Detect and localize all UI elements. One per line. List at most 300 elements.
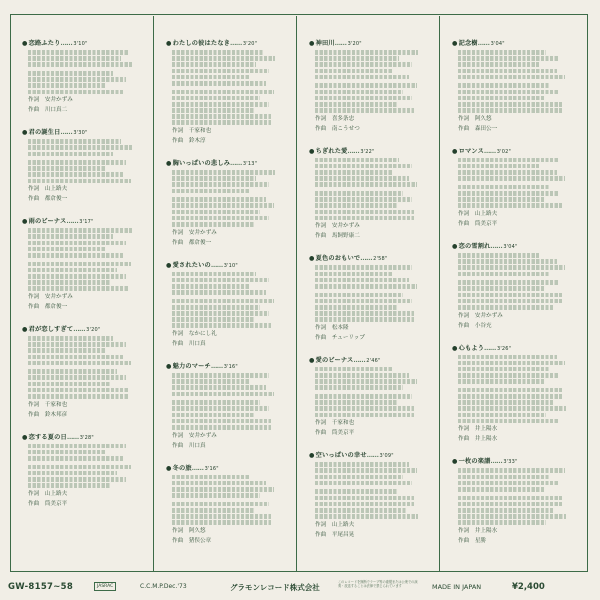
lyric-line <box>28 477 126 482</box>
leader-dots: …… <box>353 356 366 364</box>
lyric-line <box>458 170 557 175</box>
lyric-line <box>458 191 559 196</box>
lyric-line <box>458 102 562 107</box>
lyric-line <box>28 172 123 177</box>
lyric-line <box>172 75 249 80</box>
credit-role: 作曲 <box>315 334 327 341</box>
song-block <box>452 146 582 228</box>
lyric-line <box>458 496 562 501</box>
leader-dots: …… <box>366 452 379 460</box>
leader-dots: …… <box>66 218 79 226</box>
lyric-line <box>458 413 546 418</box>
song-duration: 3'20" <box>242 41 258 47</box>
lyric-line <box>172 419 271 424</box>
credit-role: 作詞 <box>28 293 40 300</box>
lyric-line <box>172 481 266 486</box>
lyric-line <box>172 299 274 304</box>
catalog-number: GW-8157~58 <box>8 582 74 592</box>
song-credit <box>315 232 433 240</box>
song-credit <box>172 127 290 135</box>
bullet-icon: ● <box>22 129 28 137</box>
song-title-text: 恋路ふたり <box>28 40 61 47</box>
leader-dots: …… <box>210 363 223 371</box>
song-title <box>166 38 290 47</box>
lyric-line <box>28 234 113 239</box>
lyric-line <box>172 317 254 322</box>
lyric-line <box>458 96 544 101</box>
song-block <box>452 343 582 444</box>
song-title-text: 魅力のマーチ <box>172 363 211 371</box>
lyric-line <box>28 145 132 150</box>
lyric-line <box>315 90 403 95</box>
song-credit <box>315 222 433 230</box>
lyric-line <box>458 367 550 372</box>
song-credit <box>28 500 147 508</box>
lyric-line <box>315 317 414 322</box>
credit-role: 作曲 <box>28 411 40 418</box>
bullet-icon: ● <box>309 255 315 263</box>
lyric-line <box>172 170 275 175</box>
lyric-line <box>458 185 550 190</box>
leader-dots: …… <box>490 243 503 250</box>
credit-name: 鈴木邦彦 <box>44 411 68 418</box>
record-label: グラモンレコード株式会社 <box>230 583 320 592</box>
credit-name: 小谷充 <box>474 322 492 329</box>
song-credit <box>315 324 433 332</box>
lyric-line <box>28 152 113 157</box>
lyric-line <box>458 379 544 384</box>
credit-name: 山上路夫 <box>44 490 68 497</box>
song-title <box>22 127 147 136</box>
lyric-line <box>172 290 266 295</box>
footer <box>0 574 600 600</box>
lyric-line <box>172 400 260 405</box>
bullet-icon: ● <box>452 147 458 155</box>
lyric-line <box>458 286 544 291</box>
lyric-line <box>458 475 550 480</box>
song-credit <box>172 432 290 440</box>
lyric-line <box>315 278 409 283</box>
bullet-icon: ● <box>166 40 172 47</box>
lyric-line <box>172 508 254 513</box>
song-duration: 3'30" <box>73 130 88 137</box>
lyric-line <box>458 164 539 169</box>
leader-dots: …… <box>60 40 73 47</box>
song-title-text: 一枚の楽譜 <box>458 458 491 466</box>
credit-name: 安井かずみ <box>44 97 73 104</box>
lyric-line <box>458 355 557 360</box>
credit-name: 都倉俊一 <box>188 239 212 246</box>
credit-role: 作曲 <box>315 531 327 538</box>
lyric-line <box>28 375 126 380</box>
song-title-text: ロマンス <box>458 147 484 155</box>
lyric-line <box>28 456 123 461</box>
song-credit <box>458 115 582 123</box>
lyric-line <box>28 286 128 291</box>
credit-role: 作詞 <box>172 432 184 439</box>
song-title-text: 愛のビーナス <box>315 356 354 364</box>
lyric-line <box>172 305 260 310</box>
lyric-line <box>172 373 269 378</box>
lyric-line <box>172 176 256 181</box>
lyric-line <box>315 203 397 208</box>
bullet-icon: ● <box>452 40 458 47</box>
lyric-line <box>315 158 399 163</box>
leader-dots: …… <box>484 344 496 352</box>
lyric-line <box>28 241 126 246</box>
lyric-line <box>172 108 254 113</box>
song-credit <box>315 334 433 342</box>
lyric-line <box>28 355 123 360</box>
lyric-line <box>315 413 414 418</box>
song-credit <box>458 527 582 535</box>
lyric-line <box>172 323 271 328</box>
lyric-line <box>458 75 565 80</box>
song-title <box>309 450 433 459</box>
lyrics-column <box>296 16 439 572</box>
lyric-line <box>172 379 249 384</box>
song-block <box>166 463 290 545</box>
lyrics-column <box>439 16 588 572</box>
lyric-line <box>458 197 544 202</box>
credit-name: 井上陽水 <box>474 426 498 433</box>
lyric-line <box>172 69 269 74</box>
song-block <box>452 456 582 545</box>
lyric-line <box>172 284 249 289</box>
song-credit <box>458 220 582 228</box>
lyric-line <box>315 69 392 74</box>
lyric-line <box>315 191 403 196</box>
lyric-line <box>458 508 554 513</box>
lyric-line <box>28 90 123 95</box>
lyric-line <box>315 468 417 473</box>
lyric-line <box>172 210 260 215</box>
lyric-line <box>28 77 126 82</box>
credit-name: 安井かずみ <box>331 223 360 230</box>
song-duration: 3'02" <box>496 148 511 155</box>
lyric-line <box>28 166 106 171</box>
song-title-text: 君の誕生日 <box>28 129 61 137</box>
lyric-line <box>315 75 409 80</box>
lyric-line <box>172 203 274 208</box>
song-title-text: 夏色のおもいで <box>315 255 361 263</box>
leader-dots: …… <box>490 458 503 466</box>
song-credit <box>172 137 290 145</box>
credit-role: 作詞 <box>315 521 327 528</box>
lyric-line <box>315 475 403 480</box>
song-credit <box>172 229 290 237</box>
lyric-line <box>315 305 397 310</box>
lyric-line <box>315 50 418 55</box>
song-block <box>166 38 290 145</box>
lyric-line <box>172 406 269 411</box>
lyric-line <box>172 81 266 86</box>
lyric-line <box>458 514 566 519</box>
lyric-line <box>315 462 409 467</box>
song-title <box>309 38 433 47</box>
song-credit <box>172 340 290 348</box>
credit-role: 作詞 <box>28 401 40 408</box>
song-duration: 3'09" <box>379 453 394 460</box>
song-block <box>22 324 147 419</box>
lyric-line <box>28 388 128 393</box>
song-block <box>22 216 147 311</box>
credit-role: 作曲 <box>458 221 470 227</box>
song-title-text: 恋の雪割れ <box>458 243 491 250</box>
song-title-text: 雨のビーナス <box>28 218 67 226</box>
credit-role: 作詞 <box>458 527 470 534</box>
lyric-line <box>315 272 392 277</box>
lyric-line <box>315 96 412 101</box>
price: ¥2,400 <box>512 582 545 592</box>
lyric-line <box>28 450 106 455</box>
song-credit <box>315 531 433 539</box>
credit-name: 川口真 <box>188 341 206 348</box>
credit-role: 作詞 <box>458 115 470 122</box>
credit-name: 筒美京平 <box>474 221 498 227</box>
credit-role: 作詞 <box>28 490 40 497</box>
leader-dots: …… <box>210 261 223 269</box>
song-title-text: 神田川 <box>315 40 335 47</box>
credit-role: 作曲 <box>458 537 470 544</box>
lyric-line <box>28 71 113 76</box>
leader-dots: …… <box>60 129 73 137</box>
credit-role: 作曲 <box>172 442 184 449</box>
song-credit <box>458 435 582 443</box>
lyrics-column <box>153 16 296 572</box>
credit-role: 作曲 <box>458 436 470 443</box>
credit-role: 作詞 <box>315 115 327 122</box>
song-duration: 3'17" <box>79 219 94 226</box>
lyric-line <box>172 90 274 95</box>
leader-dots: …… <box>66 433 79 441</box>
song-title <box>166 260 290 269</box>
bullet-icon: ● <box>309 356 315 364</box>
song-credit <box>28 411 147 419</box>
credit-name: 猪俣公章 <box>188 537 212 544</box>
song-title <box>22 432 147 441</box>
lyric-line <box>315 489 397 494</box>
song-title-text: 冬の旅 <box>172 464 192 472</box>
lyric-line <box>458 361 565 366</box>
song-block <box>309 38 433 133</box>
song-title-text: 空いっぱいの幸せ <box>315 452 367 460</box>
bullet-icon: ● <box>22 433 28 441</box>
credit-name: 山上路夫 <box>474 211 498 217</box>
credit-role: 作曲 <box>28 107 40 114</box>
credit-name: 千家和也 <box>331 420 355 427</box>
song-duration: 3'16" <box>204 465 219 472</box>
lyric-line <box>315 265 412 270</box>
credit-role: 作曲 <box>28 303 40 310</box>
song-title <box>452 343 582 352</box>
credit-role: 作詞 <box>28 97 40 104</box>
lyric-line <box>458 468 565 473</box>
lyric-line <box>458 305 554 310</box>
lyric-line <box>458 56 559 61</box>
lyric-line <box>28 253 123 258</box>
lyric-line <box>315 400 397 405</box>
bullet-icon: ● <box>166 363 172 371</box>
bullet-icon: ● <box>22 218 28 226</box>
lyric-line <box>315 502 414 507</box>
credit-role: 作曲 <box>172 341 184 348</box>
song-credit <box>28 401 147 409</box>
song-title <box>309 355 433 364</box>
bullet-icon: ● <box>22 40 28 47</box>
lyric-line <box>172 114 271 119</box>
credit-role: 作詞 <box>458 426 470 433</box>
song-duration: 3'26" <box>496 345 512 352</box>
lyric-line <box>28 50 128 55</box>
song-block <box>309 450 433 539</box>
credit-role: 作詞 <box>172 128 184 135</box>
jasrac-mark: JASRAC <box>94 582 116 591</box>
lyrics-column <box>10 16 153 572</box>
leader-dots: …… <box>360 255 373 263</box>
lyric-line <box>458 69 557 74</box>
credit-name: 安井かずみ <box>188 432 217 439</box>
bullet-icon: ● <box>452 243 458 250</box>
song-block <box>22 38 147 114</box>
song-credit <box>458 537 582 545</box>
song-block <box>22 432 147 508</box>
song-block <box>309 146 433 241</box>
credit-role: 作曲 <box>315 233 327 240</box>
lyric-line <box>172 120 271 125</box>
song-duration: 3'28" <box>79 434 94 441</box>
credit-role: 作曲 <box>28 196 40 203</box>
lyric-line <box>315 108 414 113</box>
song-duration: 3'22" <box>360 148 375 155</box>
song-duration: 3'20" <box>86 326 101 333</box>
credit-name: チューリップ <box>331 334 365 341</box>
credit-role: 作曲 <box>458 125 470 132</box>
lyric-line <box>315 56 399 61</box>
song-credit <box>458 125 582 133</box>
song-title <box>22 38 147 47</box>
song-duration: 3'33" <box>503 459 518 466</box>
credit-role: 作曲 <box>172 239 184 246</box>
leader-dots: …… <box>483 147 496 155</box>
bullet-icon: ● <box>309 452 315 460</box>
song-title <box>452 241 582 250</box>
credit-name: 安井かずみ <box>474 312 503 319</box>
lyric-line <box>28 83 106 88</box>
song-credit <box>172 442 290 450</box>
lyric-line <box>458 83 550 88</box>
lyric-line <box>28 179 131 184</box>
lyric-line <box>172 50 264 55</box>
lyric-line <box>28 268 117 273</box>
song-credit <box>315 125 433 133</box>
lyric-line <box>172 413 254 418</box>
credit-name: 筒美京平 <box>44 500 68 507</box>
made-in-japan: MADE IN JAPAN <box>432 583 482 591</box>
credit-role: 作曲 <box>28 500 40 507</box>
song-block <box>166 158 290 247</box>
credit-name: 都倉俊一 <box>44 196 68 203</box>
song-title <box>452 38 582 47</box>
lyric-line <box>315 299 412 304</box>
lyric-line <box>28 483 111 488</box>
lyric-line <box>458 272 550 277</box>
credit-name: 鈴木淳 <box>188 138 206 145</box>
lyric-line <box>172 502 269 507</box>
song-credit <box>172 527 290 535</box>
lyric-line <box>315 83 417 88</box>
lyric-line <box>28 274 126 279</box>
song-title-text: ちぎれた愛 <box>315 147 348 155</box>
song-duration: 3'20" <box>347 41 362 47</box>
lyric-line <box>315 481 412 486</box>
lyric-line <box>315 284 417 289</box>
lyric-line <box>458 487 544 492</box>
credit-name: 平尾昌晃 <box>331 531 355 538</box>
lyric-line <box>458 481 559 486</box>
lyric-line <box>315 182 417 187</box>
credit-name: 安井かずみ <box>188 229 217 236</box>
song-block <box>452 38 582 133</box>
song-title-text: 胸いっぱいの悲しみ <box>172 160 231 168</box>
leader-dots: …… <box>230 160 242 168</box>
credit-role: 作詞 <box>458 312 470 319</box>
lyric-line <box>28 62 132 67</box>
song-credit <box>28 195 147 203</box>
credit-role: 作曲 <box>458 322 470 329</box>
credit-name: なかにし礼 <box>188 331 217 338</box>
bullet-icon: ● <box>452 344 458 352</box>
song-block <box>452 241 582 330</box>
song-title <box>166 463 290 472</box>
song-credit <box>315 429 433 437</box>
lyric-line <box>172 62 256 67</box>
song-duration: 3'04" <box>503 244 518 250</box>
song-credit <box>172 239 290 247</box>
bullet-icon: ● <box>22 325 28 333</box>
credit-role: 作曲 <box>172 537 184 544</box>
lyric-line <box>172 272 256 277</box>
credit-name: 筒美京平 <box>331 430 355 437</box>
credit-role: 作曲 <box>172 138 184 145</box>
credit-name: 井上陽水 <box>474 527 498 534</box>
lyric-line <box>28 348 106 353</box>
leader-dots: …… <box>347 147 360 155</box>
lyric-line <box>315 62 412 67</box>
lyric-line <box>172 475 249 480</box>
credit-name: 都倉俊一 <box>44 303 68 310</box>
bullet-icon: ● <box>309 147 315 155</box>
credit-name: 阿久悠 <box>474 115 492 122</box>
credit-name: 松本隆 <box>331 324 349 331</box>
lyric-line <box>458 406 566 411</box>
lyric-line <box>172 520 271 525</box>
song-title <box>22 324 147 333</box>
lyric-line <box>458 520 546 525</box>
bullet-icon: ● <box>166 261 172 269</box>
credit-name: 千家和也 <box>44 401 68 408</box>
lyric-line <box>458 50 546 55</box>
lyric-line <box>172 189 249 194</box>
song-title <box>452 146 582 155</box>
lyric-line <box>172 278 269 283</box>
leader-dots: …… <box>73 325 86 333</box>
lyric-line <box>458 253 539 258</box>
lyric-line <box>28 369 117 374</box>
lyric-line <box>458 400 554 405</box>
song-credit <box>458 210 582 218</box>
lyric-line <box>315 210 414 215</box>
